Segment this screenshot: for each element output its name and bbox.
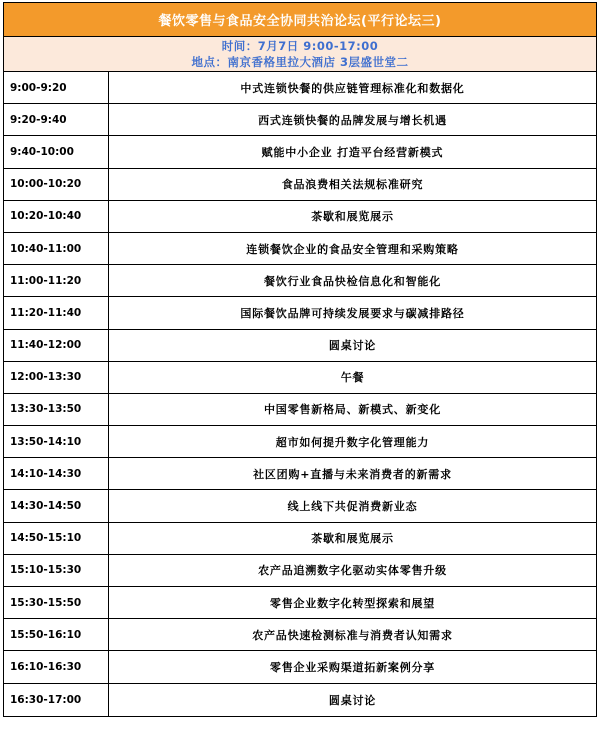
table-row xyxy=(4,169,596,201)
table-row xyxy=(4,265,596,297)
session-time: 10:40-11:00 xyxy=(4,233,109,264)
session-time: 14:30-14:50 xyxy=(4,490,109,521)
table-row xyxy=(4,104,596,136)
session-time: 14:10-14:30 xyxy=(4,458,109,489)
schedule-table xyxy=(4,72,596,716)
session-topic: 零售企业采购渠道拓新案例分享 xyxy=(269,660,436,674)
session-topic: 线上线下共促消费新业态 xyxy=(287,500,418,514)
session-time: 13:50-14:10 xyxy=(4,426,109,457)
session-time: 15:10-15:30 xyxy=(4,555,109,586)
table-row xyxy=(4,684,596,716)
table-row xyxy=(4,297,596,329)
table-row xyxy=(4,651,596,683)
session-topic: 中式连锁快餐的供应链管理标准化和数据化 xyxy=(240,81,465,95)
session-time: 16:30-17:00 xyxy=(4,684,109,716)
table-row xyxy=(4,587,596,619)
table-row xyxy=(4,394,596,426)
table-row xyxy=(4,201,596,233)
session-topic: 圆桌讨论 xyxy=(328,339,377,353)
session-topic: 中国零售新格局、新模式、新变化 xyxy=(264,403,441,417)
session-topic: 食品浪费相关法规标准研究 xyxy=(281,178,424,192)
forum-info xyxy=(4,37,596,72)
table-row xyxy=(4,490,596,522)
session-time: 9:20-9:40 xyxy=(4,104,109,135)
session-topic: 茶歇和展览展示 xyxy=(311,210,394,224)
session-time: 10:00-10:20 xyxy=(4,169,109,200)
table-row xyxy=(4,330,596,362)
session-topic: 午餐 xyxy=(340,371,365,385)
table-row xyxy=(4,458,596,490)
session-time: 15:30-15:50 xyxy=(4,587,109,618)
session-topic: 赋能中小企业 打造平台经营新模式 xyxy=(261,145,444,159)
session-topic: 茶歇和展览展示 xyxy=(311,532,394,546)
table-row xyxy=(4,362,596,394)
session-time: 16:10-16:30 xyxy=(4,651,109,682)
session-time: 15:50-16:10 xyxy=(4,619,109,650)
session-time: 9:00-9:20 xyxy=(4,72,109,103)
session-time: 9:40-10:00 xyxy=(4,136,109,167)
session-time: 10:20-10:40 xyxy=(4,201,109,232)
table-row xyxy=(4,233,596,265)
location-line: 地点：南京香格里拉大酒店 3层盛世堂二 xyxy=(191,55,409,69)
session-time: 12:00-13:30 xyxy=(4,362,109,393)
table-row xyxy=(4,136,596,168)
session-topic: 国际餐饮品牌可持续发展要求与碳减排路径 xyxy=(240,306,465,320)
time-line: 时间：7月7日 9:00-17:00 xyxy=(221,39,379,53)
table-row xyxy=(4,426,596,458)
session-topic: 农产品快速检测标准与消费者认知需求 xyxy=(252,628,453,642)
agenda-sheet xyxy=(3,2,597,717)
table-row xyxy=(4,72,596,104)
session-topic: 农产品追溯数字化驱动实体零售升级 xyxy=(258,564,447,578)
session-topic: 社区团购+直播与未来消费者的新需求 xyxy=(253,467,452,481)
session-topic: 连锁餐饮企业的食品安全管理和采购策略 xyxy=(246,242,459,256)
session-time: 11:20-11:40 xyxy=(4,297,109,328)
session-time: 11:00-11:20 xyxy=(4,265,109,296)
session-topic: 圆桌讨论 xyxy=(328,693,377,707)
session-time: 11:40-12:00 xyxy=(4,330,109,361)
session-topic: 西式连锁快餐的品牌发展与增长机遇 xyxy=(258,113,447,127)
table-row xyxy=(4,555,596,587)
table-row xyxy=(4,523,596,555)
session-topic: 餐饮行业食品快检信息化和智能化 xyxy=(264,274,441,288)
forum-title: 餐饮零售与食品安全协同共治论坛(平行论坛三) xyxy=(4,3,596,37)
session-topic: 零售企业数字化转型探索和展望 xyxy=(269,596,436,610)
table-row xyxy=(4,619,596,651)
session-time: 14:50-15:10 xyxy=(4,523,109,554)
session-topic: 超市如何提升数字化管理能力 xyxy=(275,435,430,449)
session-time: 13:30-13:50 xyxy=(4,394,109,425)
